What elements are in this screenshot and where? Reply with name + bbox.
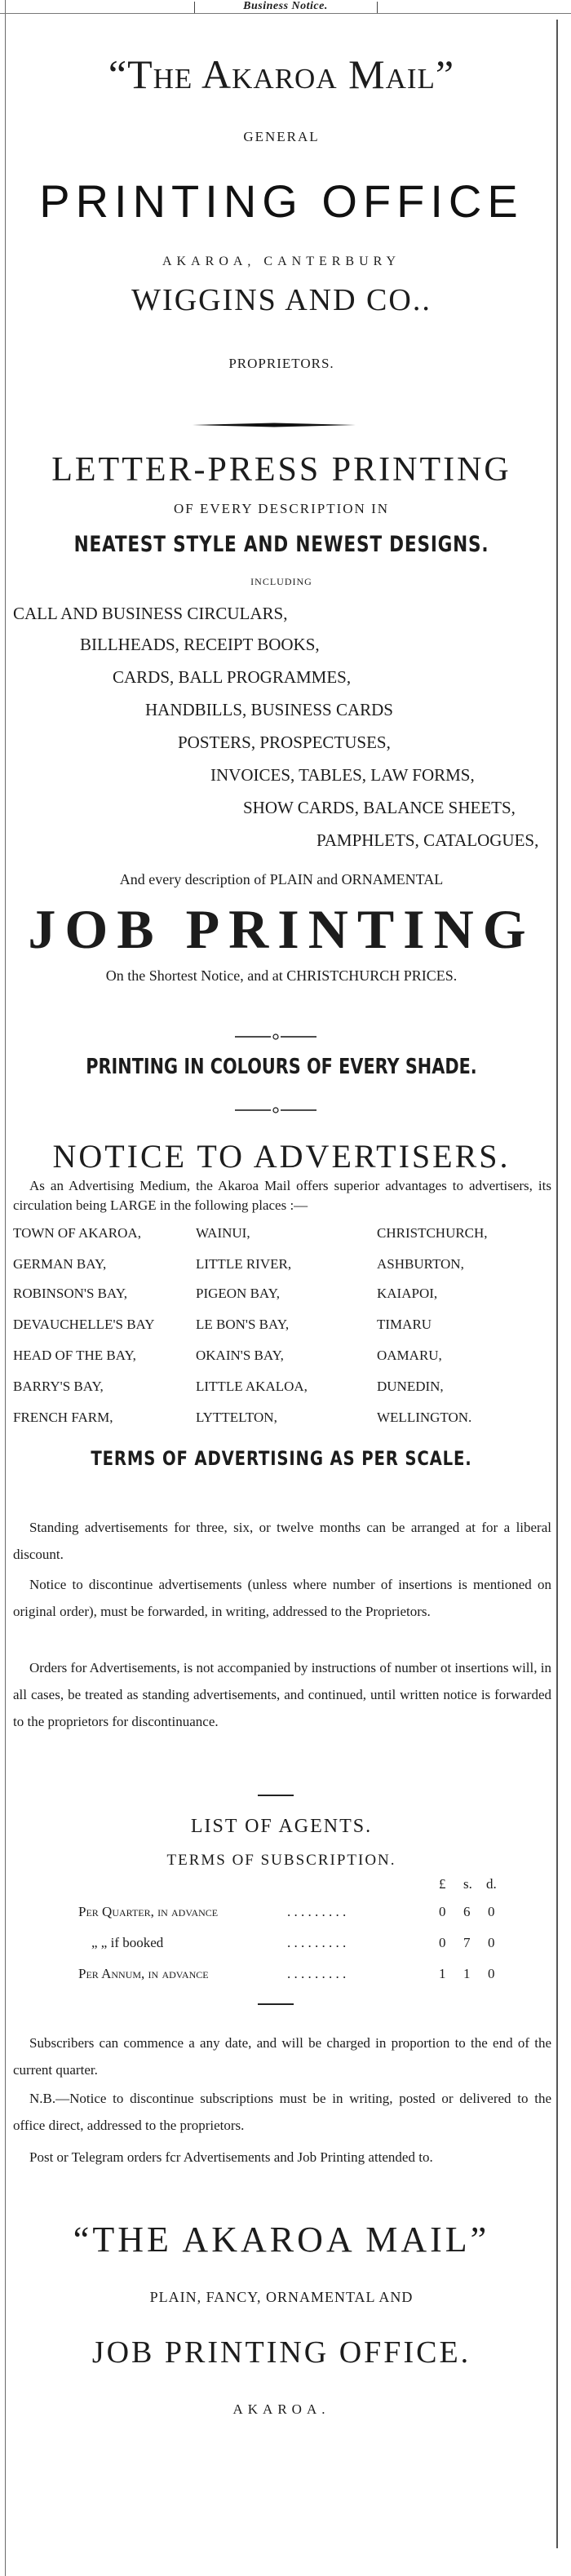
place-cell: LITTLE RIVER,: [196, 1256, 292, 1272]
right-column-rule: [556, 20, 558, 2548]
price-pence: 0: [488, 1904, 495, 1919]
place-cell: HEAD OF THE BAY,: [13, 1348, 136, 1363]
footer-title: “THE AKAROA MAIL”: [73, 2220, 490, 2260]
place-cell: DUNEDIN,: [377, 1379, 444, 1394]
leader-dots: . . . . . . . . .: [287, 1904, 347, 1919]
masthead-title: “The Akaroa Mail”: [108, 51, 455, 97]
footer-location: AKAROA.: [232, 2401, 330, 2417]
ornament-rule: [235, 1029, 316, 1036]
price-shillings: 6: [463, 1904, 471, 1919]
service-item: INVOICES, TABLES, LAW FORMS,: [210, 765, 475, 785]
footer-office: JOB PRINTING OFFICE.: [91, 2335, 471, 2370]
place-cell: OKAIN'S BAY,: [196, 1348, 284, 1363]
place-cell: ASHBURTON,: [377, 1256, 464, 1272]
place-cell: CHRISTCHURCH,: [377, 1225, 488, 1241]
place-cell: GERMAN BAY,: [13, 1256, 107, 1272]
service-item: SHOW CARDS, BALANCE SHEETS,: [243, 798, 516, 817]
colours-line: PRINTING IN COLOURS OF EVERY SHADE.: [86, 1055, 477, 1079]
price-pounds: 0: [439, 1904, 446, 1919]
left-margin-rule: [5, 0, 6, 2576]
currency-header: £: [439, 1876, 446, 1892]
place-cell: TIMARU: [377, 1317, 432, 1332]
letterpress-including: INCLUDING: [250, 576, 312, 587]
service-item: CARDS, BALL PROGRAMMES,: [113, 667, 352, 687]
letterpress-styles: NEATEST STYLE AND NEWEST DESIGNS.: [73, 532, 489, 557]
every-description-line: And every description of PLAIN and ORNAMENTAL: [119, 871, 444, 887]
short-rule: [258, 1795, 294, 1797]
service-item: HANDBILLS, BUSINESS CARDS: [145, 700, 393, 719]
advertisers-paragraph: Standing advertisements for three, six, or twelve months can be arranged at for a liberal discount.: [13, 1520, 551, 1562]
place-cell: WAINUI,: [196, 1225, 250, 1241]
page-header-label: Business Notice.: [243, 0, 328, 12]
place-cell: LITTLE AKALOA,: [196, 1379, 308, 1394]
leader-dots: . . . . . . . . .: [287, 1935, 347, 1950]
short-rule: [258, 2003, 294, 2006]
place-cell: TOWN OF AKAROA,: [13, 1225, 141, 1241]
letterpress-heading: LETTER-PRESS PRINTING: [51, 451, 511, 489]
terms-of-advertising: TERMS OF ADVERTISING AS PER SCALE.: [91, 1447, 472, 1470]
agents-heading: LIST OF AGENTS.: [190, 1816, 373, 1837]
currency-header: s.: [463, 1876, 472, 1892]
header-rule: [0, 13, 571, 14]
masthead-location: AKAROA, CANTERBURY: [162, 255, 401, 268]
place-cell: LYTTELTON,: [196, 1410, 277, 1425]
advertisers-intro: As an Advertising Medium, the Akaroa Mail offers superior advantages to advertisers, its circulation being LARGE in the following places :—: [13, 1178, 551, 1213]
place-cell: ROBINSON'S BAY,: [13, 1286, 128, 1301]
currency-header: d.: [486, 1876, 497, 1892]
price-pence: 0: [488, 1935, 495, 1950]
footer-plain-line: PLAIN, FANCY, ORNAMENTAL AND: [149, 2289, 414, 2305]
advertisers-paragraph: Notice to discontinue advertisements (unless where number of insertions is mentioned on original order), must be forwarded, in writing, addressed to the Proprietors.: [13, 1577, 551, 1619]
subscription-paragraph: Post or Telegram orders fcr Advertisements and Job Printing attended to.: [29, 2149, 433, 2165]
price-pence: 0: [488, 1966, 495, 1981]
price-pounds: 1: [439, 1966, 446, 1981]
subscription-heading: TERMS OF SUBSCRIPTION.: [166, 1852, 396, 1869]
price-shillings: 7: [463, 1935, 471, 1950]
subscription-label: „ „ if booked: [91, 1935, 164, 1950]
leader-dots: . . . . . . . . .: [287, 1966, 347, 1981]
service-item: CALL AND BUSINESS CIRCULARS,: [13, 604, 288, 623]
subscription-paragraph: Subscribers can commence a any date, and will be charged in proportion to the end of the current quarter.: [13, 2035, 551, 2078]
masthead-office: PRINTING OFFICE: [39, 175, 524, 227]
place-cell: KAIAPOI,: [377, 1286, 438, 1301]
price-shillings: 1: [463, 1966, 471, 1981]
place-cell: DEVAUCHELLE'S BAY: [13, 1317, 155, 1332]
place-cell: LE BON'S BAY,: [196, 1317, 290, 1332]
place-cell: OAMARU,: [377, 1348, 442, 1363]
place-cell: BARRY'S BAY,: [13, 1379, 104, 1394]
advertisers-heading: NOTICE TO ADVERTISERS.: [52, 1138, 511, 1175]
ornament-rule: [193, 418, 356, 424]
advertisers-paragraph: Orders for Advertisements, is not accompanied by instructions of number ot insertions will, in all cases, be treated as standing advertisements, and continued, until written notice is forwarded to the proprietors for discontinuance.: [13, 1660, 551, 1729]
subscription-label: Per Quarter, in advance: [78, 1904, 219, 1919]
masthead-proprietors: PROPRIETORS.: [228, 356, 334, 371]
service-item: PAMPHLETS, CATALOGUES,: [316, 830, 539, 850]
masthead-firm: WIGGINS AND CO..: [131, 283, 432, 317]
price-pounds: 0: [439, 1935, 446, 1950]
place-cell: PIGEON BAY,: [196, 1286, 280, 1301]
ornament-rule: [235, 1103, 316, 1109]
job-printing-heading: JOB PRINTING: [28, 898, 535, 960]
service-item: POSTERS, PROSPECTUSES,: [178, 733, 391, 752]
subscription-paragraph: N.B.—Notice to discontinue subscriptions must be in writing, posted or delivered to the office direct, addressed to the proprietors.: [13, 2091, 551, 2133]
place-cell: WELLINGTON.: [377, 1410, 472, 1425]
letterpress-subtitle: OF EVERY DESCRIPTION IN: [173, 501, 390, 516]
job-printing-notice: On the Shortest Notice, and at CHRISTCHURCH PRICES.: [105, 967, 458, 984]
subscription-label: Per Annum, in advance: [78, 1966, 209, 1981]
masthead-general: GENERAL: [243, 129, 320, 144]
place-cell: FRENCH FARM,: [13, 1410, 113, 1425]
service-item: BILLHEADS, RECEIPT BOOKS,: [80, 635, 320, 654]
